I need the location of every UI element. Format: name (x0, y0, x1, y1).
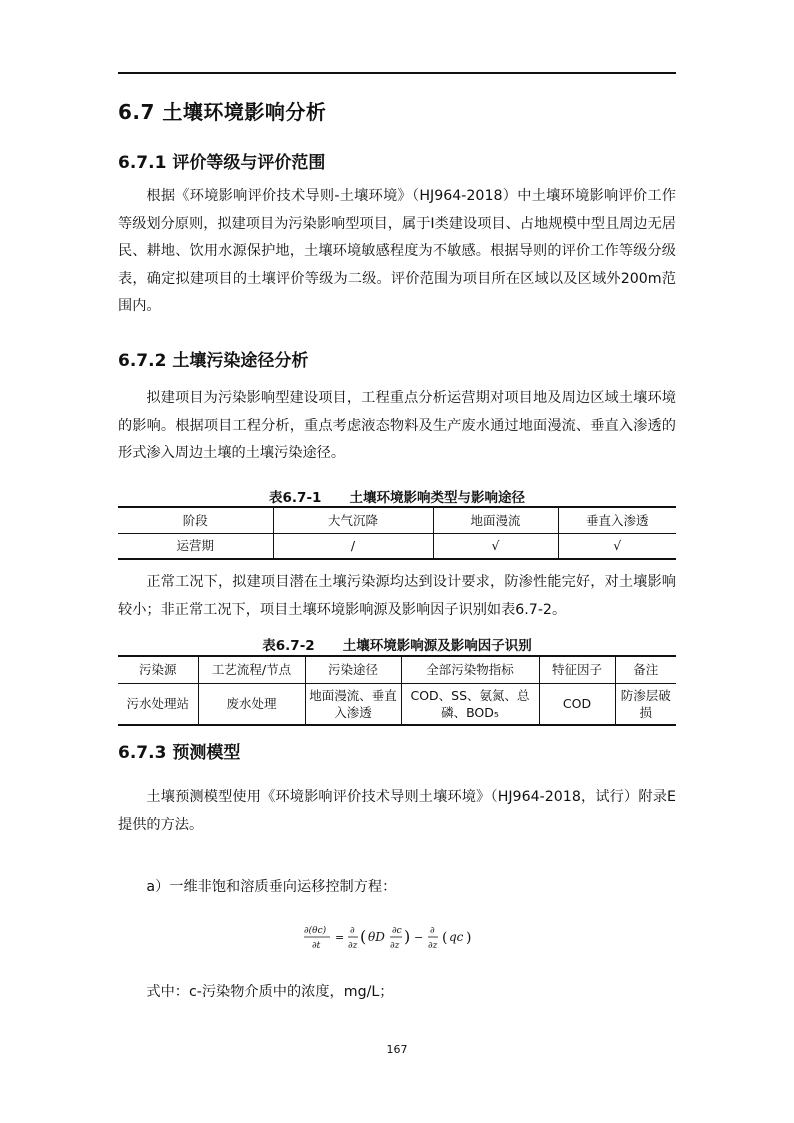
svg-text:): ) (466, 930, 472, 946)
table1-caption (118, 486, 676, 506)
svg-text:∂t: ∂t (312, 941, 321, 951)
table1-title: 土壤环境影响类型与影响途径 (349, 490, 525, 506)
table2-cell: 防渗层破损 (615, 683, 676, 725)
section-title: 6.7 土壤环境影响分析 (118, 100, 327, 124)
table2-number: 表6.7-2 (262, 638, 315, 654)
paragraph-evaluation-grade: 根据《环境影响评价技术导则-土壤环境》（HJ964-2018）中土壤环境影响评价工作等级划分原则，拟建项目为污染影响型项目，属于I类建设项目、占地规模中型且周边无居民、耕地、饮用水源保护地，土壤环境敏感程度为不敏感。根据导则的评价工作等级分级表，确定拟建项目的土壤评价等级为二级。评价范围为项目所在区域以及区域外200m范围内。 (118, 188, 676, 314)
table2-header-cell: 污染途径 (305, 656, 401, 683)
svg-text:−: − (414, 931, 424, 944)
table2-row (118, 683, 676, 725)
table2-cell: COD、SS、氨氮、总磷、BOD₅ (401, 683, 539, 725)
svg-text:∂(θc): ∂(θc) (304, 926, 327, 936)
table1-header-cell: 阶段 (118, 507, 273, 533)
paragraph-normal-conditions: 正常工况下，拟建项目潜在土壤污染源均达到设计要求，防渗性能完好，对土壤影响较小；非正常工况下，项目土壤环境影响源及影响因子识别如表6.7-2。 (118, 574, 676, 618)
subsection-title-6-7-2: 6.7.2 土壤污染途径分析 (118, 351, 309, 371)
svg-text:=: = (335, 931, 345, 944)
svg-text:∂z: ∂z (390, 941, 400, 951)
paragraph-where: 式中：c-污染物介质中的浓度，mg/L； (146, 984, 394, 1000)
paragraph-pollution-pathway: 拟建项目为污染影响型建设项目，工程重点分析运营期对项目地及周边区域土壤环境的影响。根据项目工程分析，重点考虑液态物料及生产废水通过地面漫流、垂直入渗透的形式渗入周边土壤的土壤污染途径。 (118, 390, 676, 461)
table2-title: 土壤环境影响源及影响因子识别 (342, 638, 532, 654)
table2-cell: COD (539, 683, 615, 725)
header-rule (118, 72, 676, 74)
svg-text:∂: ∂ (350, 926, 355, 936)
svg-text:(: ( (442, 930, 448, 946)
table2-header-cell: 工艺流程/节点 (198, 656, 305, 683)
table2-header-cell: 特征因子 (539, 656, 615, 683)
table2-cell: 废水处理 (198, 683, 305, 725)
table1-header-row (118, 507, 676, 533)
svg-text:∂z: ∂z (348, 941, 358, 951)
table1-row (118, 533, 676, 559)
table1-header-cell: 垂直入渗透 (558, 507, 676, 533)
svg-text:qc: qc (449, 930, 464, 944)
svg-text:(: ( (360, 927, 367, 946)
subsection-title-6-7-1: 6.7.1 评价等级与评价范围 (118, 153, 326, 173)
table1-cell: √ (558, 533, 676, 559)
table1-number: 表6.7-1 (269, 490, 322, 506)
table1-header-cell: 大气沉降 (273, 507, 433, 533)
svg-text:∂c: ∂c (392, 926, 402, 936)
svg-text:): ) (404, 927, 411, 946)
table2-header-row (118, 656, 676, 683)
table1-cell: √ (433, 533, 558, 559)
table2-cell: 地面漫流、垂直入渗透 (305, 683, 401, 725)
governing-equation (300, 920, 500, 956)
table1-header-cell: 地面漫流 (433, 507, 558, 533)
subsection-title-6-7-3: 6.7.3 预测模型 (118, 743, 241, 763)
page-number: 167 (386, 1043, 408, 1056)
svg-text:∂: ∂ (430, 926, 435, 936)
svg-text:∂z: ∂z (428, 941, 438, 951)
table2 (118, 655, 676, 726)
table1 (118, 506, 676, 560)
list-item-a: a）一维非饱和溶质垂向运移控制方程： (146, 879, 397, 895)
table2-caption (118, 634, 676, 654)
table2-cell: 污水处理站 (118, 683, 198, 725)
paragraph-prediction-model: 土壤预测模型使用《环境影响评价技术导则土壤环境》（HJ964-2018，试行）附录E提供的方法。 (118, 789, 676, 833)
table1-cell: / (273, 533, 433, 559)
table2-header-cell: 污染源 (118, 656, 198, 683)
table2-header-cell: 备注 (615, 656, 676, 683)
svg-text:θD: θD (368, 930, 385, 944)
table1-cell: 运营期 (118, 533, 273, 559)
table2-header-cell: 全部污染物指标 (401, 656, 539, 683)
